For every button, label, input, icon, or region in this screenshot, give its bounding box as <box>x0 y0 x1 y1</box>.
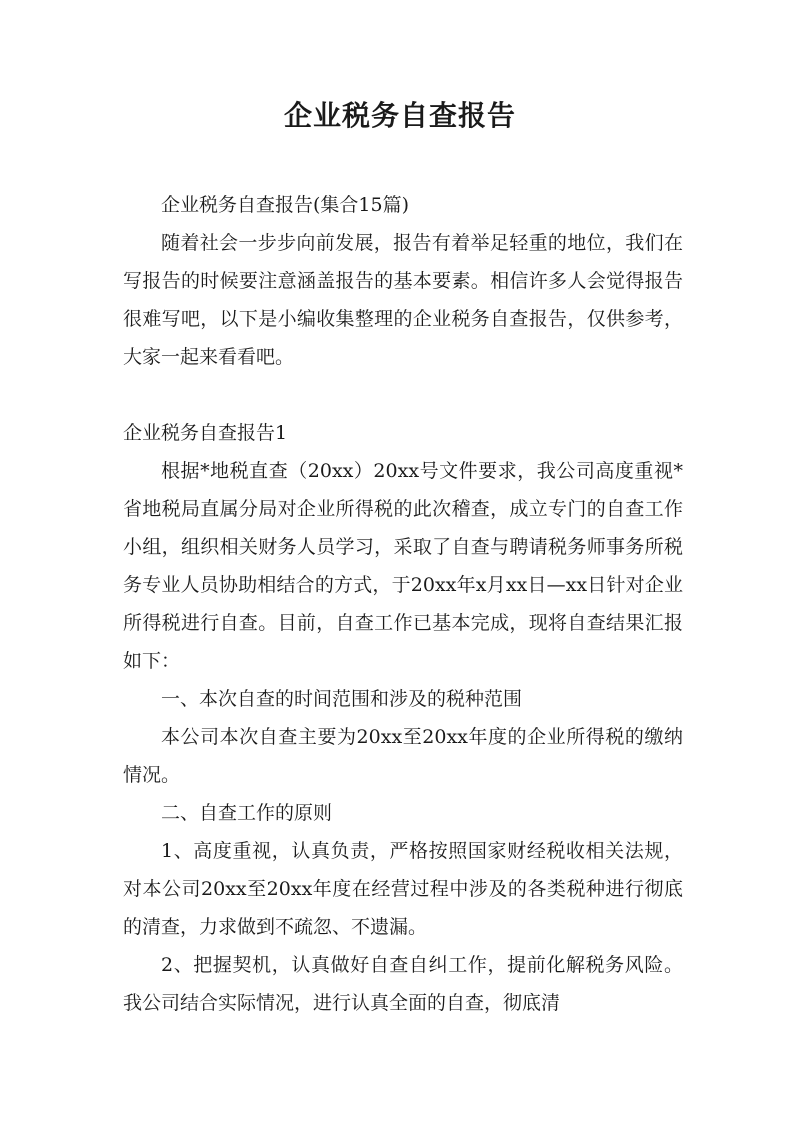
list-item: 2、把握契机，认真做好自查自纠工作，提前化解税务风险。我公司结合实际情况，进行认真全面的自查，彻底清 <box>123 954 683 1014</box>
section-heading: 二、自查工作的原则 <box>161 802 333 824</box>
body-paragraph: 根据*地税直查（20xx）20xx号文件要求，我公司高度重视*省地税局直属分局对企业所得税的此次稽查，成立专门的自查工作小组，组织相关财务人员学习，采取了自查与聘请税务师事务所税务专业人员协助相结合的方式，于20xx年x月xx日—xx日针对企业所得税进行自查。目前，自查工作已基本完成，现将自查结果汇报如下： <box>123 460 683 672</box>
document-subtitle: 企业税务自查报告(集合15篇) <box>161 194 410 216</box>
section-heading: 一、本次自查的时间范围和涉及的税种范围 <box>161 688 523 710</box>
paragraph-spacer <box>123 376 683 414</box>
list-item: 1、高度重视，认真负责，严格按照国家财经税收相关法规，对本公司20xx至20xx年度在经营过程中涉及的各类税种进行彻底的清查，力求做到不疏忽、不遗漏。 <box>123 840 683 938</box>
document-title: 企业税务自查报告 <box>283 99 516 132</box>
report-1-heading: 企业税务自查报告1 <box>123 422 288 444</box>
document-body <box>123 186 683 1022</box>
intro-paragraph: 随着社会一步步向前发展，报告有着举足轻重的地位，我们在写报告的时候要注意涵盖报告的基本要素。相信许多人会觉得报告很难写吧，以下是小编收集整理的企业税务自查报告，仅供参考，大家一起来看看吧。 <box>123 232 683 368</box>
body-paragraph: 本公司本次自查主要为20xx至20xx年度的企业所得税的缴纳情况。 <box>123 726 683 786</box>
